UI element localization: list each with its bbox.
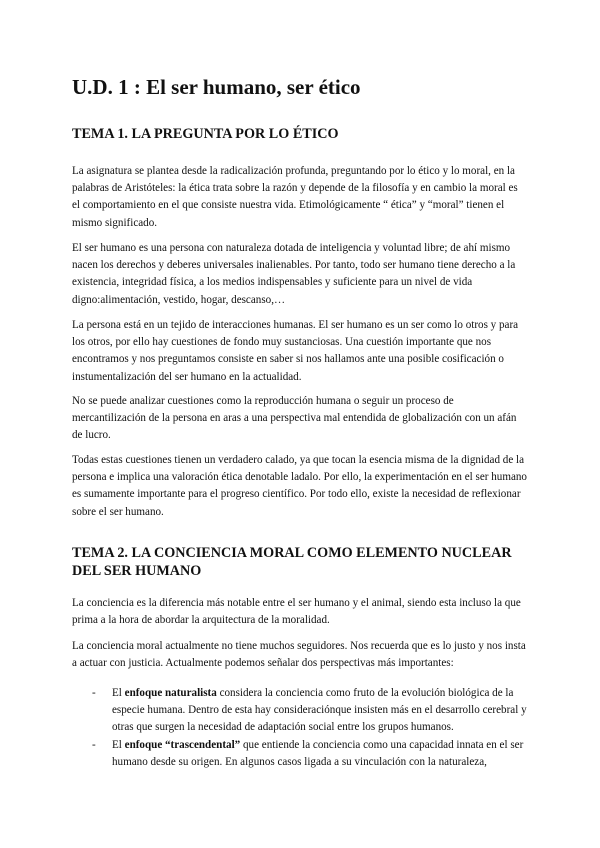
section-heading-tema-1: TEMA 1. LA PREGUNTA POR LO ÉTICO [72,126,339,142]
list-item [92,685,527,737]
paragraph: Todas estas cuestiones tienen un verdadero calado, ya que tocan la esencia misma de la dignidad de la persona e implica una valoración ética denotable ladalo. Por ello, la experimentación en el ser humano es sumamente importante para el progreso científico. Por todo ello, existe la necesidad de reflexionar sobre el ser humano. [72,454,527,518]
list-item-text [92,685,527,737]
list-item-body: que entiende la conciencia como una capacidad innata en el ser humano desde su origen. En algunos casos ligada a su vinculación con la naturaleza, [112,739,524,769]
section-heading-tema-2: TEMA 2. LA CONCIENCIA MORAL COMO ELEMENTO NUCLEAR DEL SER HUMANO [72,545,512,579]
list-item-term: enfoque naturalista [124,687,217,699]
list-item-prefix: El [112,687,125,699]
paragraph: No se puede analizar cuestiones como la reproducción humana o seguir un proceso de mercantilización de la persona en aras a una perspectiva mal entendida de globalización con un afán de lucro. [72,395,517,442]
bullet-marker: - [92,687,96,699]
paragraph: El ser humano es una persona con naturaleza dotada de inteligencia y voluntad libre; de ahí mismo nacen los derechos y deberes universales inalienables. Por tanto, todo ser humano tiene derecho a la existencia, integridad física, a los medios indispensables y suficiente para un nivel de vida digno:alimentación, vestido, hogar, descanso,… [72,242,516,306]
list-item-body: considera la conciencia como fruto de la evolución biológica de la especie humana. Dentro de esta hay consideraciónque insisten más en el desarrollo cerebral y otras que surgen la necesidad de adaptación social entre los grupos humanos. [112,687,527,734]
bullet-marker: - [92,739,96,751]
paragraph: La asignatura se plantea desde la radicalización profunda, preguntando por lo ético y lo moral, en la palabras de Aristóteles: la ética trata sobre la razón y depende de la filosofía y en cambio la moral es el comportamiento en el que consiste nuestra vida. Etimológicamente “ ética” y “moral” tienen el mismo significado. [72,165,518,229]
list-item-text [92,737,527,771]
paragraph: La conciencia es la diferencia más notable entre el ser humano y el animal, siendo esta incluso la que prima a la hora de abordar la arquitectura de la moralidad. [72,597,521,627]
page-title: U.D. 1 : El ser humano, ser ético [72,75,361,99]
list-item-prefix: El [112,739,125,751]
list-item [92,737,527,771]
list-item-term: enfoque “trascendental” [124,739,241,751]
paragraph: La persona está en un tejido de interacciones humanas. El ser humano es un ser como lo otros y para los otros, por ello hay cuestiones de fondo muy sustanciosas. Una cuestión importante que nos encontramos y nos preguntamos consiste en saber si nos hallamos ante una posible cosificación o instumentalización del ser humano en la actualidad. [72,319,519,383]
paragraph: La conciencia moral actualmente no tiene muchos seguidores. Nos recuerda que es lo justo y nos insta a actuar con justicia. Actualmente podemos señalar dos perspectivas más importantes: [72,640,526,670]
